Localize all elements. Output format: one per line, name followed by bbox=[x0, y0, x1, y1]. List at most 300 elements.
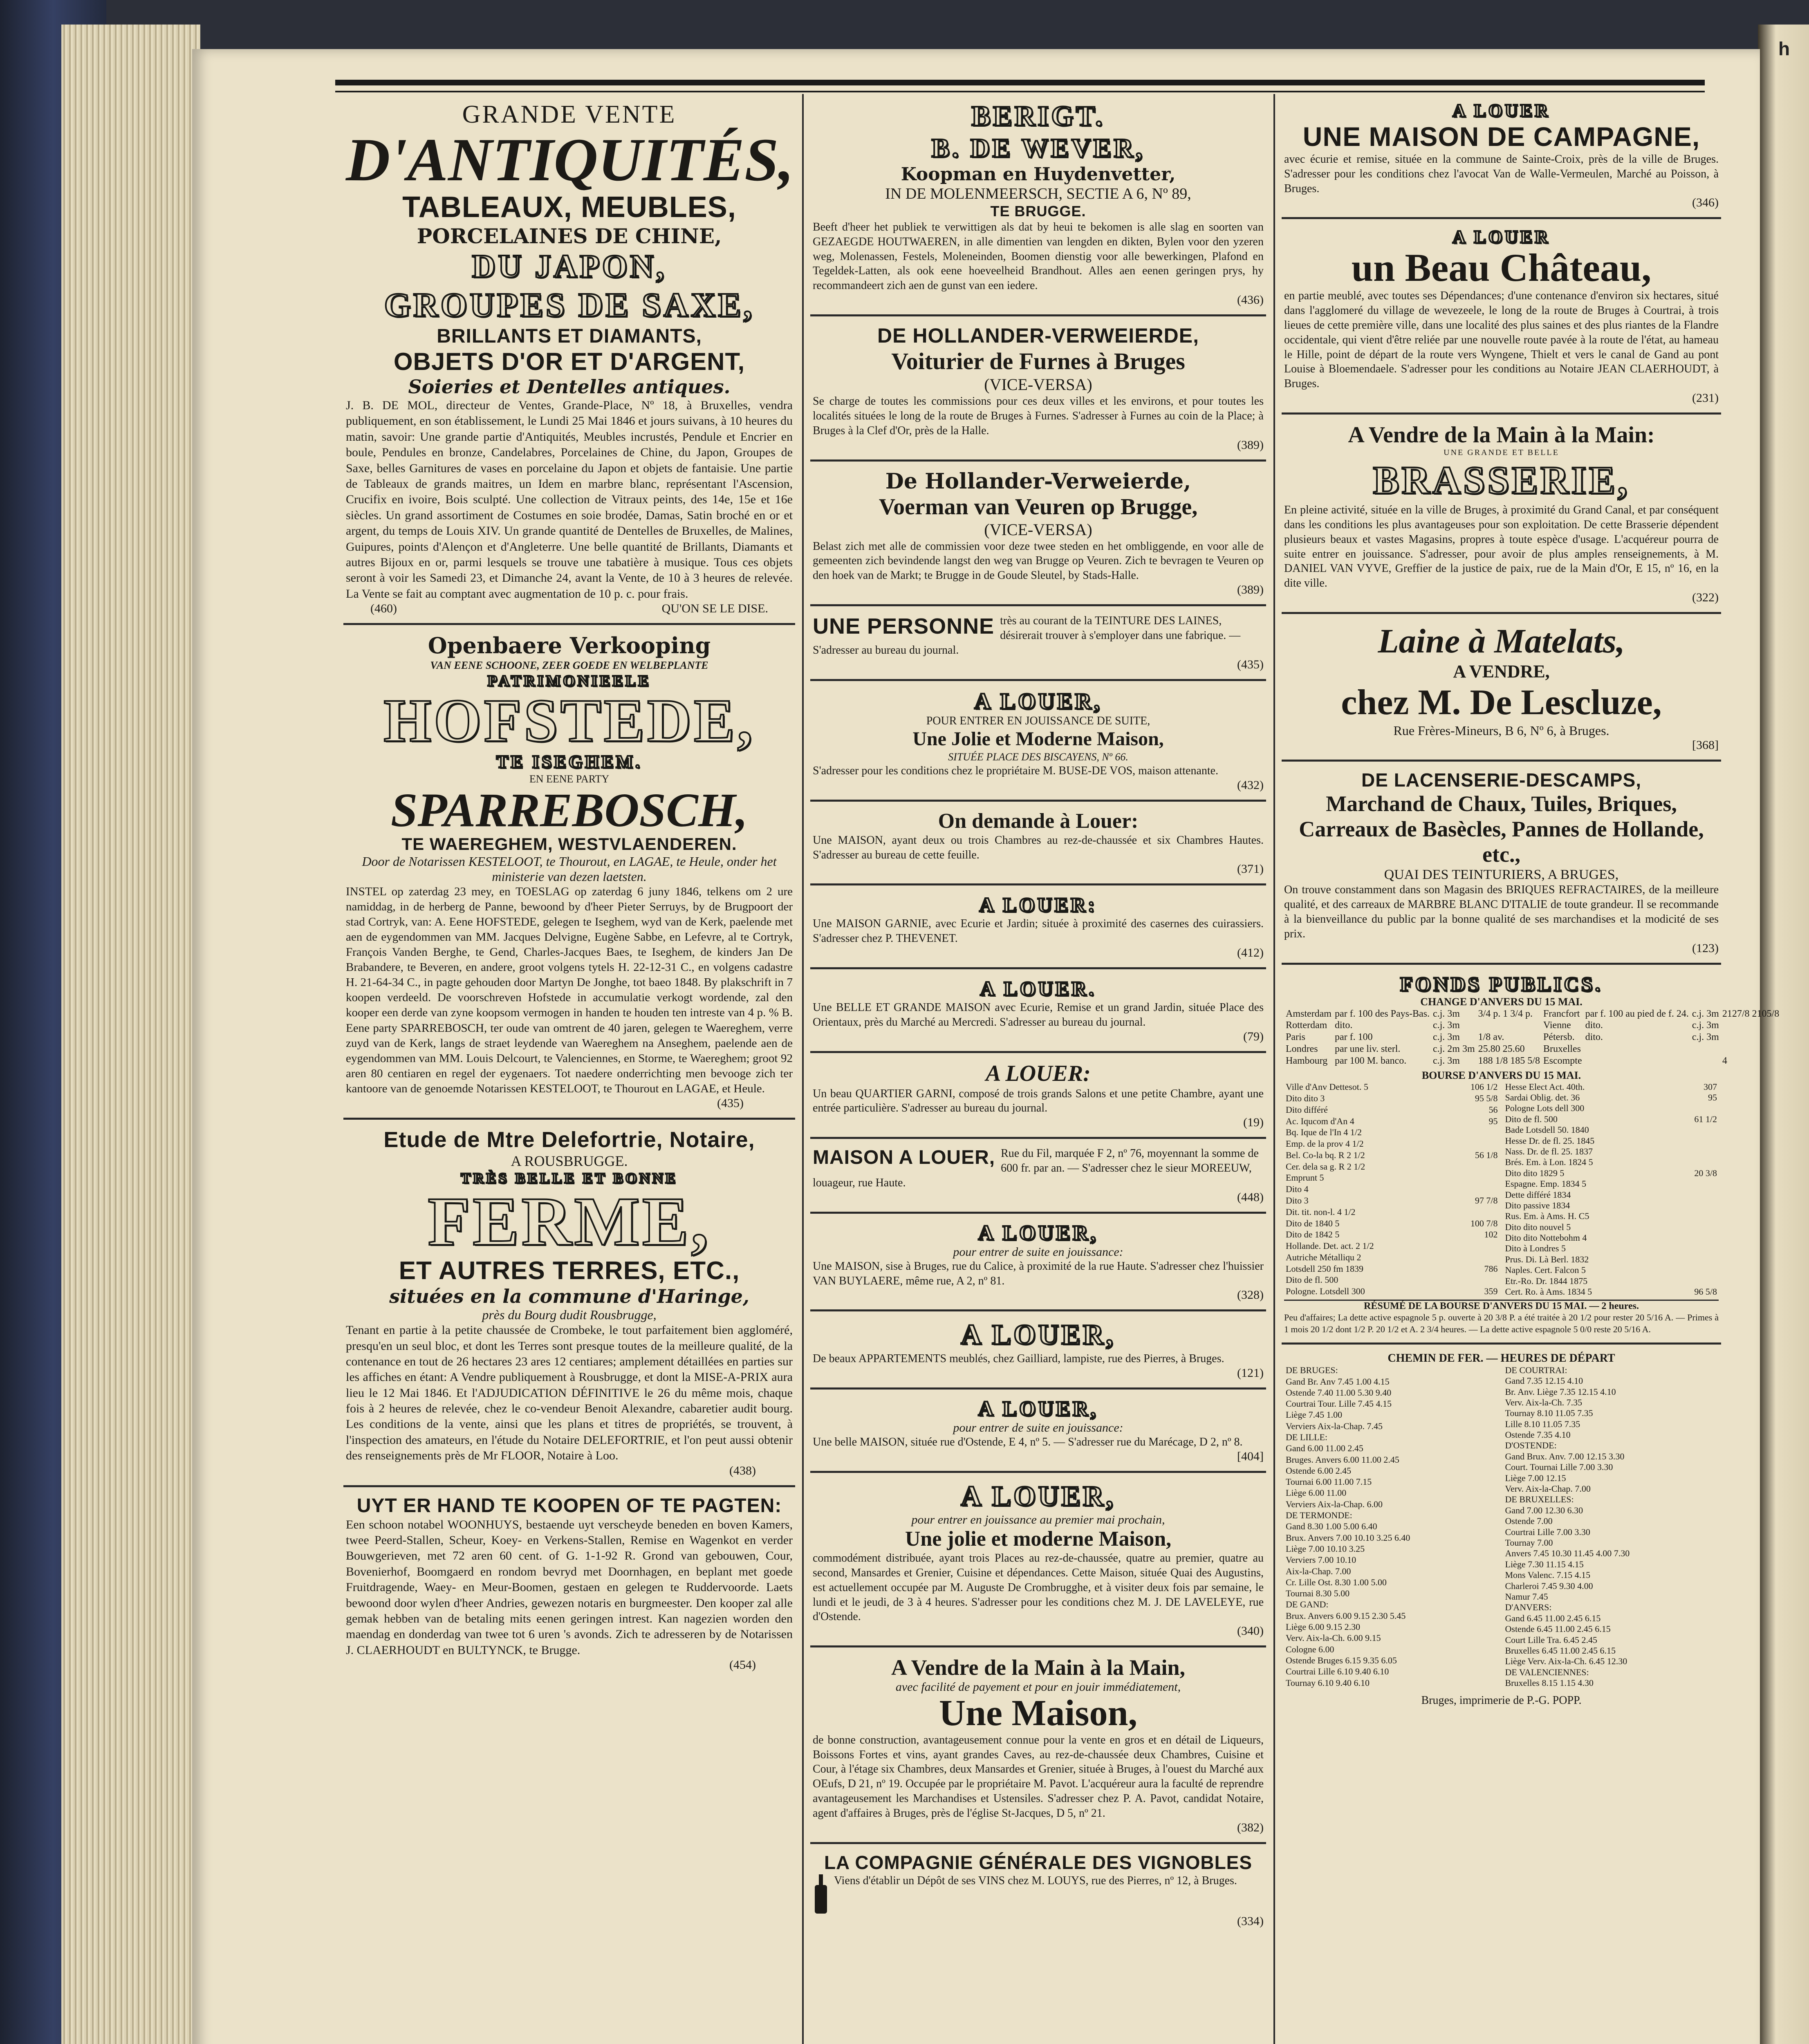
ad-line: chez M. De Lescluze, bbox=[1341, 683, 1662, 723]
table-cell bbox=[1721, 1020, 1781, 1031]
table-cell bbox=[1494, 1544, 1499, 1555]
table-cell: Charleroi 7.45 9.30 4.00 bbox=[1505, 1580, 1593, 1591]
table-cell: Brés. Em. à Lon. 1824 5 bbox=[1505, 1157, 1593, 1168]
table-cell bbox=[1672, 1276, 1719, 1286]
table-row bbox=[1504, 1591, 1719, 1602]
table-cell bbox=[1494, 1532, 1499, 1543]
table-cell: dito. bbox=[1334, 1020, 1353, 1031]
table-cell: Dito passive 1834 bbox=[1505, 1200, 1570, 1210]
table-row bbox=[1284, 1275, 1500, 1286]
ad-headline: UNE PERSONNE bbox=[813, 614, 995, 639]
table-cell: Dito 3 bbox=[1286, 1195, 1309, 1206]
ad-headline: A LOUER, bbox=[961, 1481, 1116, 1513]
ad-line: A VENDRE, bbox=[1453, 661, 1550, 682]
table-cell bbox=[1494, 1644, 1499, 1655]
table-cell bbox=[1713, 1645, 1719, 1656]
ad-body: Se charge de toutes les commissions pour ces deux villes et les environs, et pour toutes les localités situées le long de la route de Bruges à Furnes. S'adresser à Furnes au coin de la Place; à Bruges à la Clef d'Or, près de la Halle. bbox=[813, 395, 1264, 437]
table-cell: Lille 8.10 11.05 7.35 bbox=[1505, 1419, 1580, 1429]
ad-a-louer-7 bbox=[810, 1393, 1266, 1473]
ad-body: S'adresser pour les conditions chez le propriétaire M. BUSE-DE VOS, maison attenante. bbox=[813, 764, 1219, 777]
table-cell: par f. 100 au pied de f. 24. bbox=[1585, 1008, 1689, 1019]
table-cell: c.j. 3m bbox=[1432, 1032, 1460, 1043]
table-cell bbox=[1446, 1138, 1500, 1150]
table-row bbox=[1284, 1150, 1500, 1161]
ad-number: (438) bbox=[729, 1464, 756, 1477]
table-cell: Hesse Elect Act. 40th. bbox=[1505, 1081, 1585, 1092]
ad-headline: Une Maison, bbox=[939, 1693, 1138, 1734]
table-cell: Gand 8.30 1.00 5.00 6.40 bbox=[1286, 1521, 1377, 1532]
ad-headline: Laine à Matelats, bbox=[1378, 622, 1625, 661]
table-cell: Ostende 7.40 11.00 5.30 9.40 bbox=[1286, 1387, 1392, 1398]
bottle-icon bbox=[813, 1874, 829, 1914]
bourse-table-right bbox=[1504, 1082, 1719, 1298]
table-cell bbox=[1494, 1399, 1499, 1410]
ad-body: En pleine activité, située en la ville de Bruges, à proximité du Grand Canal, et par conséquent dans les conditions les plus avantageuses pour son exploitation. De cette Brasserie dépendent plusieurs beaux et vastes Magasins, propres à toute espèce d'usage. L'acquéreur pourra de suite entrer en jouissance. S'adresser, pour avoir de plus amples renseignements, à M. DANIEL VAN VYVE, Greffier de la justice de paix, rue de la Main d'Or, E 15, nº 16, en la dite ville. bbox=[1284, 504, 1719, 590]
ad-line: UNE GRANDE ET BELLE bbox=[1444, 448, 1559, 457]
ad-line: DU JAPON, bbox=[472, 249, 667, 285]
table-cell: 188 1/8 185 5/8 bbox=[1478, 1055, 1540, 1066]
table-cell bbox=[1584, 1055, 1690, 1067]
table-cell: Emp. de la prov 4 1/2 bbox=[1286, 1139, 1364, 1149]
ad-line: Une Jolie et Moderne Maison, bbox=[912, 728, 1164, 750]
table-cell: c.j. 3m bbox=[1692, 1032, 1719, 1043]
table-cell: Gand 7.35 12.15 4.10 bbox=[1505, 1376, 1583, 1386]
table-cell bbox=[1672, 1190, 1719, 1200]
table-cell: Sardai Oblig. det. 36 bbox=[1505, 1092, 1580, 1103]
table-row bbox=[1284, 1399, 1500, 1410]
table-cell: c.j. 3m bbox=[1692, 1008, 1719, 1019]
table-row bbox=[1504, 1516, 1719, 1526]
table-cell bbox=[1713, 1548, 1719, 1559]
table-cell: Cologne 6.00 bbox=[1286, 1644, 1334, 1654]
table-cell: 786 bbox=[1484, 1263, 1498, 1274]
table-row bbox=[1284, 1555, 1500, 1566]
ad-line: avec facilité de payement et pour en jouir immédiatement, bbox=[895, 1680, 1181, 1694]
ad-ferme bbox=[343, 1123, 795, 1487]
ad-headline: A LOUER: bbox=[979, 893, 1097, 917]
top-rule-thin bbox=[335, 91, 1705, 92]
ad-a-louer-1 bbox=[810, 684, 1266, 802]
table-row bbox=[1284, 1387, 1500, 1398]
fonds-title: FONDS PUBLICS. bbox=[1400, 972, 1603, 995]
table-cell: Bruxelles 6.45 11.00 2.45 6.15 bbox=[1505, 1645, 1616, 1656]
ad-vignobles-row bbox=[813, 1874, 1264, 1914]
table-row bbox=[1284, 1622, 1500, 1633]
table-cell: 4 bbox=[1722, 1055, 1727, 1066]
table-cell bbox=[1446, 1240, 1500, 1252]
table-row bbox=[1284, 1161, 1500, 1172]
table-cell: Bruxelles 8.15 1.15 4.30 bbox=[1505, 1678, 1594, 1688]
table-cell: par une liv. sterl. bbox=[1334, 1044, 1401, 1055]
ad-number: [404] bbox=[1237, 1450, 1264, 1464]
table-cell: Dito différé bbox=[1286, 1104, 1328, 1115]
ad-headline: B. DE WEVER, bbox=[931, 133, 1145, 163]
table-cell bbox=[1494, 1465, 1499, 1476]
table-cell bbox=[1494, 1588, 1499, 1599]
table-cell: DE COURTRAI: bbox=[1505, 1365, 1567, 1375]
table-row bbox=[1284, 1499, 1500, 1510]
table-cell: Verv. Aix-la-Ch. 6.00 9.15 bbox=[1286, 1633, 1381, 1643]
table-row bbox=[1284, 1488, 1500, 1499]
ad-line: (VICE-VERSA) bbox=[984, 375, 1092, 394]
ad-headline: A LOUER. bbox=[980, 977, 1096, 1000]
table-row bbox=[1284, 1655, 1500, 1666]
table-row bbox=[1284, 1286, 1500, 1297]
table-cell bbox=[1494, 1387, 1499, 1398]
table-cell: Tournai 8.30 5.00 bbox=[1286, 1588, 1350, 1599]
table-cell: DE VALENCIENNES: bbox=[1505, 1667, 1589, 1677]
table-cell bbox=[1713, 1505, 1719, 1516]
ad-headline: D'ANTIQUITÉS, bbox=[346, 126, 794, 194]
table-cell: Ostende 7.00 bbox=[1505, 1516, 1553, 1526]
table-row bbox=[1504, 1233, 1719, 1243]
table-row bbox=[1284, 1008, 1781, 1020]
table-cell bbox=[1494, 1421, 1499, 1432]
ad-number: (340) bbox=[1237, 1624, 1264, 1638]
table-row bbox=[1504, 1125, 1719, 1135]
table-cell: Gand Br. Anv 7.45 1.00 4.15 bbox=[1286, 1376, 1390, 1387]
table-cell bbox=[1713, 1613, 1719, 1624]
table-cell bbox=[1494, 1488, 1499, 1499]
table-cell bbox=[1672, 1103, 1719, 1114]
table-cell bbox=[1446, 1275, 1500, 1286]
ad-headline: FERME, bbox=[428, 1183, 711, 1260]
page-edges bbox=[61, 25, 200, 2044]
fonds-publics bbox=[1282, 968, 1780, 1345]
table-row bbox=[1504, 1168, 1719, 1179]
ad-body: De beaux APPARTEMENTS meublés, chez Gailliard, lampiste, rue des Pierres, à Bruges. bbox=[813, 1352, 1224, 1365]
ad-number: (435) bbox=[1237, 657, 1264, 671]
ad-number: (79) bbox=[1243, 1029, 1264, 1043]
ad-headline: A LOUER, bbox=[974, 688, 1102, 714]
table-row bbox=[1284, 1410, 1500, 1421]
ad-line: PATRIMONIEELE bbox=[487, 672, 651, 690]
table-cell: 56 1/8 bbox=[1475, 1150, 1498, 1160]
table-row bbox=[1284, 1093, 1500, 1104]
ad-a-louer-6 bbox=[810, 1315, 1266, 1390]
column-separator-1 bbox=[802, 94, 804, 2044]
table-row bbox=[1284, 1218, 1500, 1229]
table-cell bbox=[1713, 1537, 1719, 1548]
table-cell: par f. 100 bbox=[1334, 1032, 1373, 1043]
table-row bbox=[1284, 1055, 1781, 1067]
table-cell: D'OSTENDE: bbox=[1505, 1440, 1557, 1451]
table-cell: Mons Valenc. 7.15 4.15 bbox=[1505, 1570, 1591, 1580]
ad-line: TE WAEREGHEM, WESTVLAENDEREN. bbox=[401, 834, 737, 854]
table-cell: Rus. Em. à Ams. H. C5 bbox=[1505, 1211, 1589, 1221]
table-cell bbox=[1494, 1622, 1499, 1633]
ad-body: de bonne construction, avantageusement connue pour la vente en gros et en détail de Liqueurs, Boissons Fortes et vins, ayant grandes Caves, au rez-de-chaussée deux Chambres, Cuisine et Cour, à l'étage six Chambres, deux Mansardes et Grenier, située à Bruges, à l'ouest du Marché aux OEufs, D 21, nº 19. Occupée par le propriétaire M. Pavot. L'acquéreur aura la faculté de reprendre avantageusement les Marchandises et Ustensiles. S'adresser chez P. A. Pavot, candidat Notaire, agent d'affaires à Bruges, près de l'église St-Jacques, D 5, nº 21. bbox=[813, 1733, 1264, 1820]
ad-line: TABLEAUX, MEUBLES, bbox=[402, 191, 736, 224]
table-cell bbox=[1713, 1419, 1719, 1430]
ad-body: INSTEL op zaterdag 23 mey, en TOESLAG op zaterdag 6 juny 1846, telkens om 2 ure namiddag, in de herberg de Panne, bewoond by d'heer Pieter Serruys, by de Brugpoort der stad Cortryk, van: A. Eene HOFSTEDE, gelegen te Iseghem, wyd van de Kerk, paelende met aen de eygendommen van MM. Jacques Delvigne, Eugène Sabbe, en Lefevre, al te Cortryk, François Vanden Berghe, te Gend, Charles-Jacques Baes, te Iseghem, de kinders Jan De Brabandere, te Beveren, en andere, groot volgens tytels H. 22-12-31 C., en volgens cadastre H. 21-64-34 C., in pagte gehouden door Martyn De Jonghe, tot baeo 1848. By plakschrift in 7 koopen verdeeld. De voorschreven Hofstede in accumulatie verkogt wordende, zal den kooper een derde van zyne koopsom vermogen in handen te houden ten intreste van 4 p. % B. Eene party SPARREBOSCH, ter oude van omtrent de 40 jaren, gelegen te Waereghem, verre zuyd van de Kerk, langs de straet leydende van Waereghem na Anseghem, paelende aen de eygendommen van MM. Louis Delcourt, te Valenciennes, en Storme, te Waereghem; groot 92 aren 80 centiaren en regel der eygenaers. Tot naedere onderrichting men bevooge zich ter kantoore van de genoemde Notarissen KESTELOOT, te Thourout en LAGAE, et Heule. bbox=[346, 885, 793, 1096]
ad-number: (436) bbox=[1237, 293, 1264, 307]
bourse-tables bbox=[1284, 1082, 1719, 1298]
table-row bbox=[1504, 1473, 1719, 1484]
top-rule bbox=[335, 80, 1705, 85]
table-row bbox=[1504, 1376, 1719, 1386]
table-row bbox=[1504, 1157, 1719, 1168]
table-row bbox=[1504, 1645, 1719, 1656]
table-row bbox=[1504, 1092, 1719, 1103]
table-cell: c.j. 3m bbox=[1432, 1008, 1460, 1019]
ad-kicker: GRANDE VENTE bbox=[462, 101, 677, 128]
table-cell: 359 bbox=[1484, 1286, 1498, 1297]
ad-headline: HOFSTEDE, bbox=[383, 687, 755, 755]
table-row bbox=[1504, 1613, 1719, 1624]
table-row bbox=[1504, 1114, 1719, 1125]
ad-une-personne bbox=[810, 610, 1266, 681]
table-cell bbox=[1672, 1179, 1719, 1189]
table-cell: DE BRUXELLES: bbox=[1505, 1494, 1574, 1505]
table-row bbox=[1284, 1138, 1500, 1150]
table-cell bbox=[1713, 1656, 1719, 1667]
table-cell bbox=[1713, 1602, 1719, 1613]
table-cell bbox=[1446, 1206, 1500, 1218]
ad-number: (448) bbox=[1237, 1190, 1264, 1204]
table-cell bbox=[1672, 1243, 1719, 1254]
table-cell: Hollande. Det. act. 2 1/2 bbox=[1286, 1241, 1374, 1251]
table-cell bbox=[1494, 1599, 1499, 1610]
ad-number: (231) bbox=[1692, 391, 1719, 405]
table-cell: Londres bbox=[1286, 1044, 1318, 1055]
table-cell: Lotsdell 250 fm 1839 bbox=[1286, 1263, 1364, 1274]
table-cell: Tournay 6.10 9.40 6.10 bbox=[1286, 1677, 1370, 1688]
table-cell: Dito à Londres 5 bbox=[1505, 1243, 1566, 1254]
ad-headline: MAISON A LOUER, bbox=[813, 1147, 995, 1169]
bourse-title: BOURSE D'ANVERS DU 15 MAI. bbox=[1421, 1069, 1581, 1081]
ad-line: OBJETS D'OR ET D'ARGENT, bbox=[393, 348, 745, 375]
table-row bbox=[1284, 1127, 1500, 1139]
table-cell: Courtrai Tour. Lille 7.45 4.15 bbox=[1286, 1399, 1392, 1409]
table-row bbox=[1504, 1484, 1719, 1494]
table-row bbox=[1504, 1451, 1719, 1462]
table-cell: Pologne Lots dell 300 bbox=[1505, 1103, 1585, 1114]
ad-hollander-nl bbox=[810, 465, 1266, 606]
ad-body: en partie meublé, avec toutes ses Dépendances; d'une contenance d'environ six hectares, situé dans l'agglomeré du village de wevezeele, le long de la route de Bruges à Courtrai, à trois lieues de cette première ville, dans une localité des plus saines et des plus riantes de la Flandre occidentale, qui vient d'être reliée par une nouvelle route pavée à la route de l'état, au hameau le Hille, point de départ de la route vers Wyngene, Thielt et vers le canal de Gand au pont Louise à Bloemendaele. S'adresser pour les conditions au Notaire JEAN CLAERHOUDT, à Bruges. bbox=[1284, 289, 1719, 390]
table-cell bbox=[1713, 1516, 1719, 1526]
table-row bbox=[1284, 1195, 1500, 1206]
table-cell bbox=[1672, 1146, 1719, 1157]
column-2 bbox=[810, 96, 1266, 1939]
column-separator-2 bbox=[1273, 94, 1275, 2044]
table-row bbox=[1284, 1172, 1500, 1184]
chemin-table-right bbox=[1504, 1365, 1719, 1689]
ad-headline: DE LACENSERIE-DESCAMPS, bbox=[1361, 769, 1641, 791]
ad-headline: On demande à Louer: bbox=[938, 809, 1139, 833]
table-cell: Verv. Aix-la-Chap. 7.00 bbox=[1505, 1484, 1591, 1494]
table-row bbox=[1284, 1031, 1781, 1043]
table-cell: c.j. 3m bbox=[1432, 1055, 1460, 1066]
ad-body: très au courant de la TEINTURE DES LAINES, désirerait trouver à s'employer dans une fabrique. — S'adresser au bureau du journal. bbox=[813, 614, 1241, 657]
ad-body: Une BELLE ET GRANDE MAISON avec Ecurie, Remise et un grand Jardin, située Place des Orientaux, près du Marché au Mercredi. S'adresser au bureau du journal. bbox=[813, 1001, 1264, 1029]
table-cell: Cer. dela sa g. R 2 1/2 bbox=[1286, 1161, 1365, 1172]
table-cell bbox=[1713, 1387, 1719, 1397]
table-cell bbox=[1446, 1172, 1500, 1184]
table-row bbox=[1284, 1544, 1500, 1555]
table-row bbox=[1284, 1666, 1500, 1677]
table-cell: Courtrai Lille 6.10 9.40 6.10 bbox=[1286, 1666, 1389, 1677]
ad-uyt-er-hand bbox=[343, 1490, 795, 1680]
ad-brasserie bbox=[1282, 418, 1721, 614]
table-cell: Espagne. Emp. 1834 5 bbox=[1505, 1179, 1587, 1189]
table-cell: DE LILLE: bbox=[1286, 1432, 1328, 1442]
table-row bbox=[1504, 1265, 1719, 1275]
table-cell: Ac. Iqucom d'An 4 bbox=[1286, 1116, 1354, 1126]
table-row bbox=[1504, 1365, 1719, 1376]
ad-headline: LA COMPAGNIE GÉNÉRALE DES VIGNOBLES bbox=[824, 1851, 1253, 1873]
table-row bbox=[1284, 1104, 1500, 1116]
table-cell: Ostende 6.00 2.45 bbox=[1286, 1465, 1352, 1476]
table-row bbox=[1284, 1477, 1500, 1488]
table-cell bbox=[1446, 1161, 1500, 1172]
table-cell: dito. bbox=[1585, 1032, 1603, 1043]
table-cell bbox=[1494, 1443, 1499, 1454]
table-row bbox=[1284, 1020, 1781, 1031]
ad-line: POUR ENTRER EN JOUISSANCE DE SUITE, bbox=[926, 714, 1150, 727]
table-cell: Gand 7.00 12.30 6.30 bbox=[1505, 1505, 1583, 1515]
table-cell: Ostende 6.45 11.00 2.45 6.15 bbox=[1505, 1624, 1611, 1634]
ad-line: SITUÉE PLACE DES BISCAYENS, Nº 66. bbox=[948, 751, 1128, 763]
table-cell bbox=[1494, 1365, 1499, 1376]
ad-body: Rue du Fil, marquée F 2, nº 76, moyennant la somme de 600 fr. par an. — S'adresser chez le sieur MOREEUW, louageur, rue Haute. bbox=[813, 1147, 1259, 1189]
table-row bbox=[1504, 1548, 1719, 1559]
table-cell bbox=[1713, 1635, 1719, 1645]
table-row bbox=[1504, 1179, 1719, 1189]
ad-vignobles bbox=[810, 1847, 1266, 1936]
table-cell bbox=[1713, 1591, 1719, 1602]
table-cell: Court Lille Tra. 6.45 2.45 bbox=[1505, 1634, 1598, 1645]
ad-line: EN EENE PARTY bbox=[529, 773, 610, 785]
table-row bbox=[1284, 1454, 1500, 1465]
table-cell: c.j. 3m bbox=[1432, 1020, 1460, 1031]
ad-line: TRÈS BELLE ET BONNE bbox=[461, 1170, 678, 1187]
table-row bbox=[1284, 1432, 1500, 1443]
table-row bbox=[1504, 1136, 1719, 1146]
table-cell bbox=[1713, 1667, 1719, 1678]
table-cell bbox=[1721, 1043, 1781, 1055]
ad-kicker: Etude de Mtre Delefortrie, Notaire, bbox=[383, 1127, 755, 1152]
ad-kicker: A Vendre de la Main à la Main: bbox=[1348, 422, 1655, 448]
table-cell bbox=[1721, 1031, 1781, 1043]
ad-number: [368] bbox=[1692, 738, 1719, 752]
resume-title: RÉSUMÉ DE LA BOURSE D'ANVERS DU 15 MAI. — 2 heures. bbox=[1284, 1300, 1719, 1312]
table-cell bbox=[1713, 1365, 1719, 1376]
ad-line: IN DE MOLENMEERSCH, SECTIE A 6, Nº 89, bbox=[885, 185, 1191, 202]
ad-headline: DE HOLLANDER-VERWEIERDE, bbox=[877, 324, 1199, 347]
resume-text: Peu d'affaires; La dette active espagnole 5 p. ouverte à 20 3/8 P. a été traitée à 20 1/2 pour rester 20 5/16 A. — Primes à 1 mois 20 1/2 dont 1/2 P. 20 1/2 et A. 2 3/4 heures. — La dette active espagnole 5 0/0 reste 20 5/16 A. bbox=[1284, 1312, 1719, 1334]
table-cell: Emprunt 5 bbox=[1286, 1172, 1324, 1183]
table-cell: Gand 6.00 11.00 2.45 bbox=[1286, 1443, 1363, 1454]
ad-line: Une jolie et moderne Maison, bbox=[905, 1527, 1172, 1551]
table-row bbox=[1284, 1577, 1500, 1588]
table-cell: Cert. Ro. à Ams. 1834 5 bbox=[1505, 1286, 1592, 1297]
ad-headline: A LOUER, bbox=[978, 1397, 1098, 1421]
table-cell bbox=[1713, 1397, 1719, 1408]
ad-hofstede bbox=[343, 628, 795, 1120]
table-cell bbox=[1690, 1043, 1721, 1055]
table-cell: Dito dito 3 bbox=[1286, 1093, 1325, 1104]
table-cell: Nass. Dr. de fl. 25. 1837 bbox=[1505, 1146, 1593, 1156]
table-cell: Bruxelles bbox=[1543, 1044, 1581, 1055]
table-row bbox=[1284, 1633, 1500, 1644]
ad-une-maison bbox=[810, 1651, 1266, 1844]
ad-a-louer-5 bbox=[810, 1217, 1266, 1312]
table-cell: par f. 100 des Pays-Bas. bbox=[1334, 1008, 1430, 1019]
table-cell: 96 5/8 bbox=[1694, 1286, 1717, 1297]
table-row bbox=[1284, 1677, 1500, 1688]
ad-number: (412) bbox=[1237, 946, 1264, 959]
ad-line: Soieries et Dentelles antiques. bbox=[408, 376, 731, 398]
table-cell: Liège 6.00 11.00 bbox=[1286, 1488, 1347, 1498]
ad-line: A ROUSBRUGGE. bbox=[511, 1153, 628, 1170]
table-cell: c.j. 3m bbox=[1692, 1020, 1719, 1031]
ad-body: J. B. DE MOL, directeur de Ventes, Grande-Place, Nº 18, à Bruxelles, vendra publiquement, en son établissement, le Lundi 25 Mai 1846 et jours suivans, à 10 heures du matin, savoir: Une grande partie d'Antiquités, Meubles incrustés, Pendule et Encrier en boule, Pendules en bronze, Candelabres, Porcelaines de Chine, du Japon, Groupes de Saxe, belles Garnitures de vases en porcelaine du Japon et objets de fantaisie. Une partie de Tableaux de grands maitres, un Idem en marbre blanc, représentant l'Ascension, Crucifix en ivoire, Bois sculpté. Une collection de Vitraux peints, des 14e, 15e et 16e siècles. Un grand assortiment de Costumes en soie brodée, Damas, Satin broché en or et argent, du temps de Louis XIV. Un grande quantité de Dentelles de Bruxelles, de Malines, Guipures, points d'Alençon et d'Angleterre. Une belle quantité de Brillants, Diamants et autres Bijoux en or, parmi lesquels se trouve une tabatière à musique. Tous ces objets seront à voir les Samedi 23, et Dimanche 24, avant la Vente, de 10 à 3 heures de relevée. La Vente se fait au comptant avec augmentation de 10 p. c. pour frais. bbox=[346, 399, 793, 601]
table-cell bbox=[1672, 1254, 1719, 1265]
table-row bbox=[1504, 1243, 1719, 1254]
ad-headline: UYT ER HAND TE KOOPEN OF TE PAGTEN: bbox=[356, 1495, 782, 1517]
ad-berigt bbox=[810, 96, 1266, 316]
table-cell: Liège 7.00 10.10 3.25 bbox=[1286, 1543, 1365, 1554]
table-cell: Bruges. Anvers 6.00 11.00 2.45 bbox=[1286, 1454, 1399, 1465]
table-cell: Ostende Bruges 6.15 9.35 6.05 bbox=[1286, 1655, 1397, 1665]
table-cell: DE TERMONDE: bbox=[1286, 1510, 1352, 1521]
table-cell bbox=[1672, 1233, 1719, 1243]
table-cell: Verv. Aix-la-Ch. 7.35 bbox=[1505, 1397, 1583, 1407]
table-row bbox=[1284, 1588, 1500, 1599]
table-cell: Paris bbox=[1286, 1032, 1305, 1043]
table-cell: DE GAND: bbox=[1286, 1599, 1329, 1610]
table-cell bbox=[1494, 1566, 1499, 1577]
table-row bbox=[1504, 1581, 1719, 1591]
ad-number: (435) bbox=[717, 1096, 744, 1110]
table-cell bbox=[1494, 1477, 1499, 1488]
table-cell bbox=[1713, 1678, 1719, 1688]
change-table bbox=[1284, 1008, 1781, 1067]
ad-line: Door de Notarissen KESTELOOT, te Thourout, en LAGAE, te Heule, onder het ministerie van dezen laetsten. bbox=[362, 854, 777, 884]
ad-line: ET AUTRES TERRES, ETC., bbox=[399, 1257, 740, 1285]
ad-a-louer-3 bbox=[810, 973, 1266, 1053]
table-row bbox=[1504, 1678, 1719, 1688]
ad-number: (19) bbox=[1243, 1116, 1264, 1130]
table-cell bbox=[1713, 1624, 1719, 1634]
table-cell bbox=[1690, 1055, 1721, 1067]
ad-antiquites bbox=[343, 96, 795, 625]
table-cell: Pologne. Lotsdell 300 bbox=[1286, 1286, 1365, 1297]
table-cell: c.j. 2m 3m bbox=[1432, 1044, 1475, 1055]
next-page-letter: h bbox=[1778, 38, 1790, 59]
ad-body: Beeft d'heer het publiek te verwittigen als dat by heui te bekomen is alle slag en soorten van GEZAEGDE HOUTWAEREN, in alle dimentien van lengden en dikten, Bylen voor den yzeren weg, Molenassen, Festels, Moleneinden, Boomen dienstig voor alle bewerkingen, Plafond en Tegeldek-Latten, als ook eene hoeveelheid Brandhout. Alles aen eenen geringen prys, hy recommandeert zich aen de gunst van een iedere. bbox=[813, 221, 1264, 292]
table-cell: Br. Anv. Liège 7.35 12.15 4.10 bbox=[1505, 1386, 1616, 1397]
table-cell bbox=[1713, 1484, 1719, 1494]
ad-headline: un Beau Château, bbox=[1351, 246, 1652, 290]
table-cell: Pétersb. bbox=[1543, 1032, 1575, 1043]
table-row bbox=[1504, 1462, 1719, 1472]
ad-lacenserie bbox=[1282, 765, 1721, 965]
table-cell: 2127/8 2105/8 bbox=[1722, 1008, 1780, 1019]
ad-number: (382) bbox=[1237, 1820, 1264, 1834]
bourse-table-left bbox=[1284, 1082, 1500, 1298]
table-cell bbox=[1494, 1376, 1499, 1387]
ad-headline: De Hollander-Verweierde, bbox=[885, 468, 1191, 494]
table-row bbox=[1284, 1566, 1500, 1577]
table-row bbox=[1504, 1570, 1719, 1580]
table-cell bbox=[1672, 1265, 1719, 1275]
chemin-title: CHEMIN DE FER. — HEURES DE DÉPART bbox=[1388, 1351, 1615, 1365]
table-cell: DE BRUGES: bbox=[1286, 1365, 1338, 1376]
ad-body: Un beau QUARTIER GARNI, composé de trois grands Salons et une petite Chambre, ayant une entrée particulière. S'adresser au bureau du journal. bbox=[813, 1087, 1264, 1115]
ad-a-louer-4 bbox=[810, 1056, 1266, 1139]
